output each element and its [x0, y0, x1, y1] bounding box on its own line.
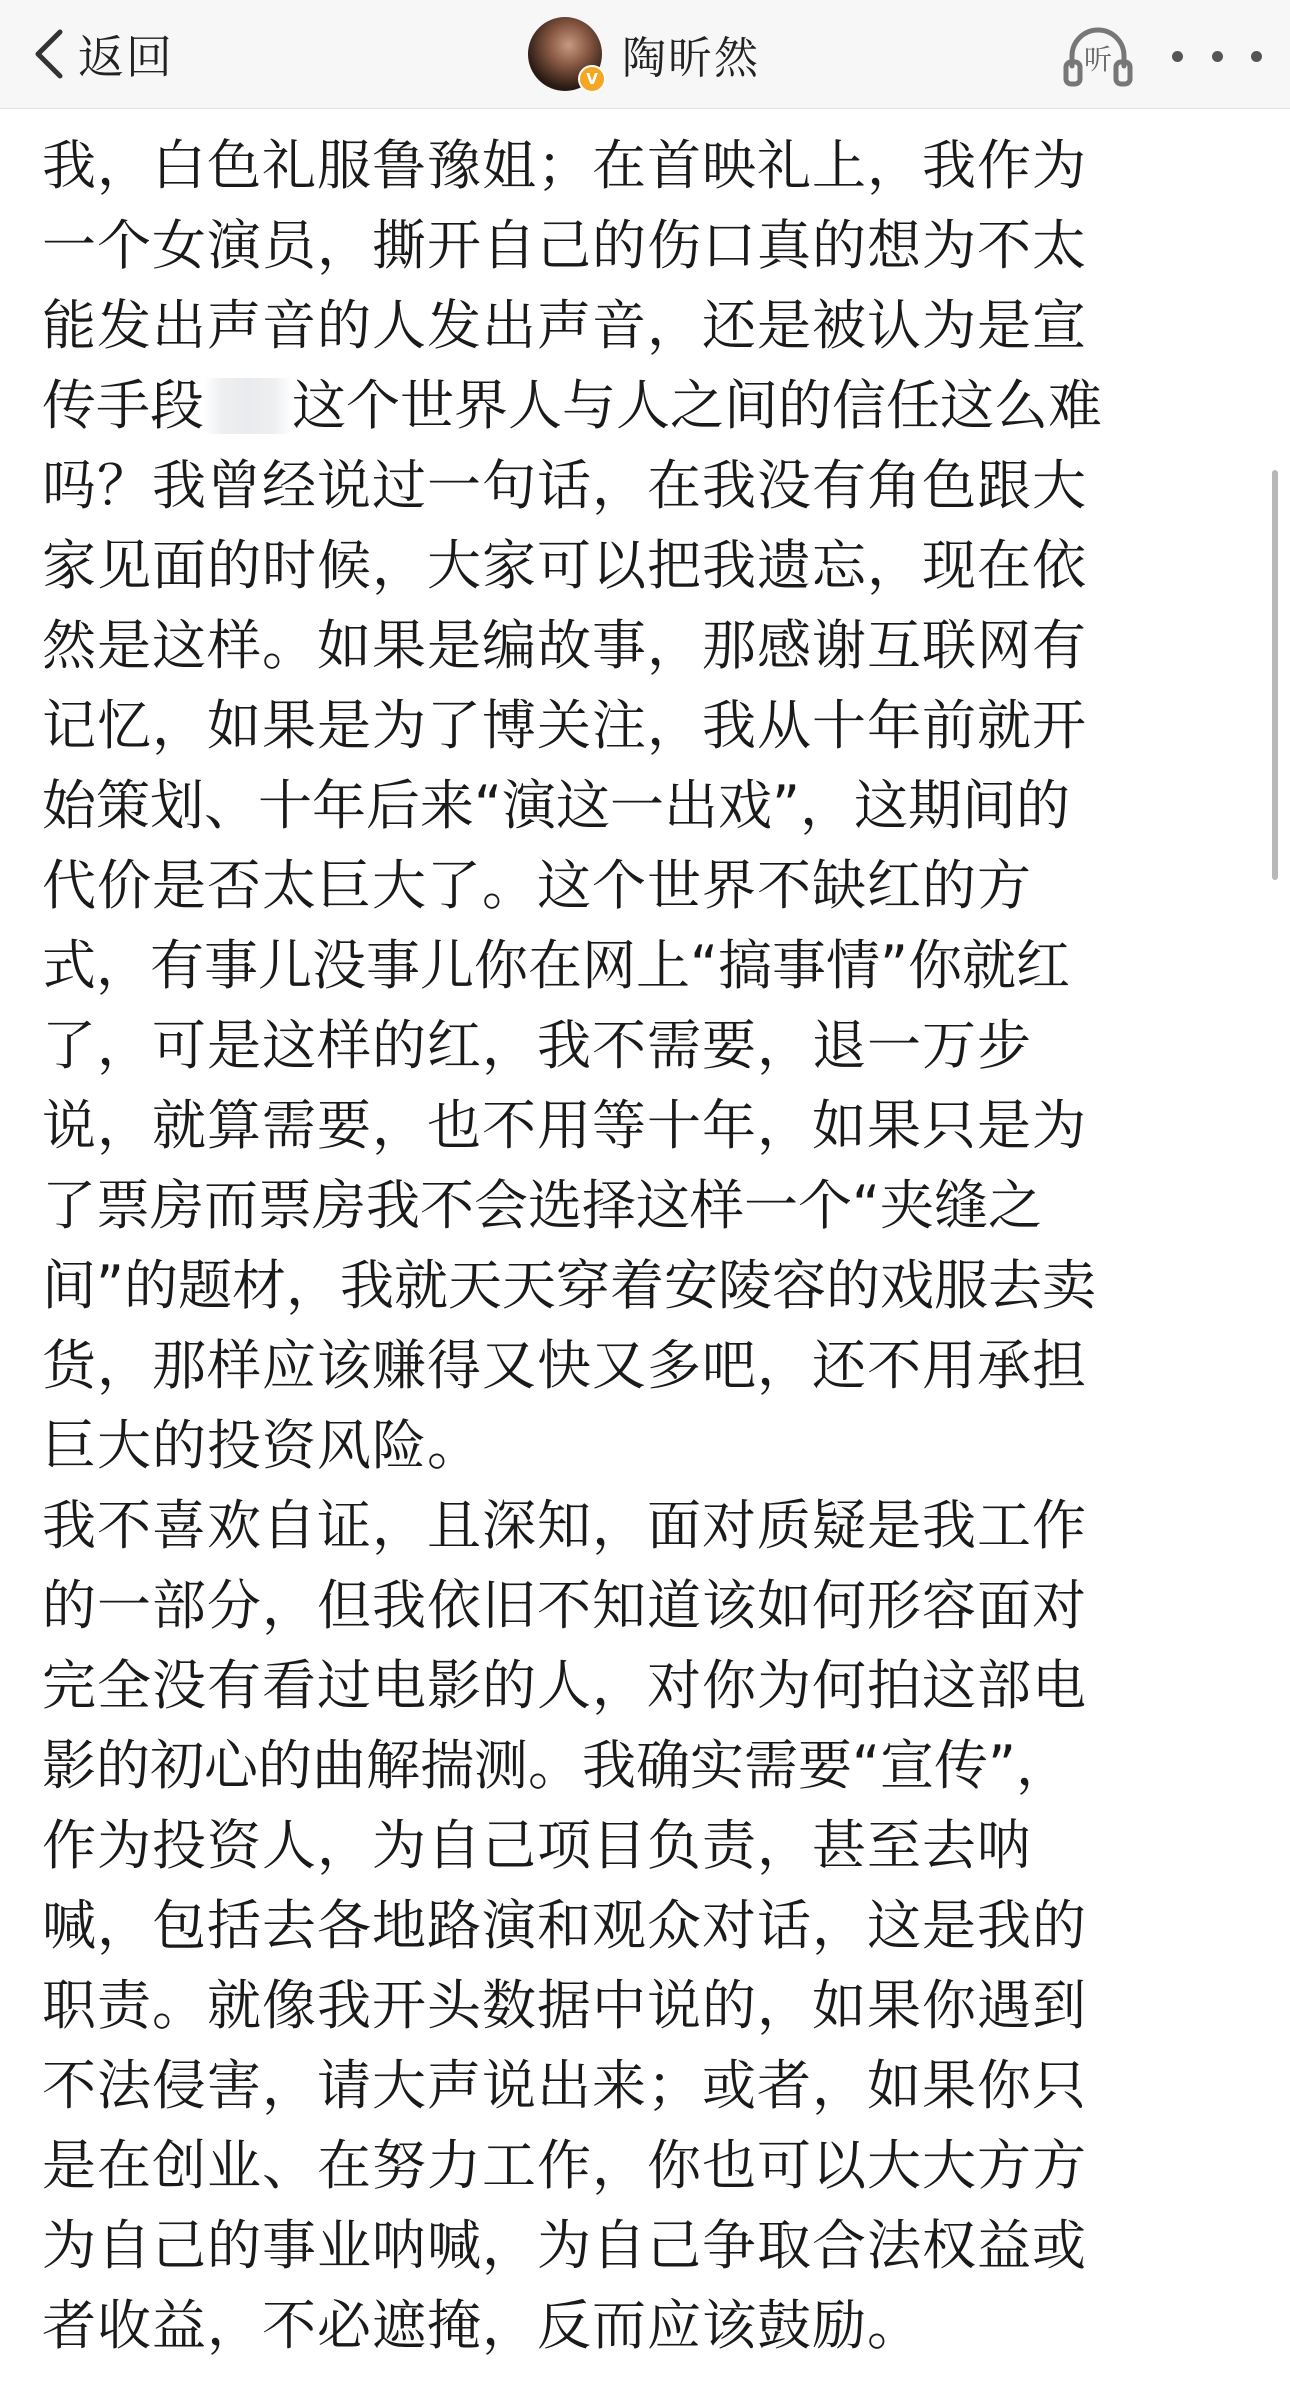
- verified-badge-icon: V: [578, 65, 606, 93]
- post-text-line: 始策划、十年后来“演这一出戏”，这期间的: [42, 774, 1070, 837]
- post-text-segment: 传手段: [42, 374, 204, 437]
- post-text-line: 作为投资人，为自己项目负责，甚至去呐: [42, 1814, 1032, 1877]
- post-text-line: 不法侵害，请大声说出来；或者，如果你只: [42, 2054, 1087, 2117]
- more-dots-icon: [1172, 51, 1183, 62]
- avatar[interactable]: [528, 17, 602, 91]
- post-text-line: 为自己的事业呐喊，为自己争取合法权益或: [42, 2214, 1087, 2277]
- post-text-segment: 这个世界人与人之间的信任这么难: [292, 374, 1102, 437]
- more-dots-icon: [1251, 51, 1262, 62]
- back-label: 返回: [78, 30, 174, 84]
- post-text-line: 了票房而票房我不会选择这样一个“夹缝之: [42, 1174, 1042, 1237]
- post-text-line: 职责。就像我开头数据中说的，如果你遇到: [42, 1974, 1087, 2037]
- post-text-line: 完全没有看过电影的人，对你为何拍这部电: [42, 1654, 1087, 1717]
- post-text-line: 我不喜欢自证，且深知，面对质疑是我工作: [42, 1494, 1087, 1557]
- more-dots-icon: [1212, 51, 1223, 62]
- post-text-line: 能发出声音的人发出声音，还是被认为是宣: [42, 294, 1087, 357]
- scrollbar[interactable]: [1272, 470, 1278, 880]
- post-text-line: 然是这样。如果是编故事，那感谢互联网有: [42, 614, 1087, 677]
- post-text-line: [42, 366, 1242, 446]
- post-text-line: 吗？我曾经说过一句话，在我没有角色跟大: [42, 454, 1087, 517]
- post-text-line: 家见面的时候，大家可以把我遗忘，现在依: [42, 534, 1087, 597]
- post-text-line: 说，就算需要，也不用等十年，如果只是为: [42, 1094, 1087, 1157]
- user-name[interactable]: 陶昕然: [622, 33, 760, 84]
- listen-label: 听: [1083, 43, 1112, 76]
- post-text-line: 者收益，不必遮掩，反而应该鼓励。: [42, 2294, 922, 2357]
- chevron-left-icon: [30, 26, 70, 82]
- post-text-line: 式，有事儿没事儿你在网上“搞事情”你就红: [42, 934, 1070, 997]
- post-body: [42, 126, 1242, 2366]
- post-text-line: 我，白色礼服鲁豫姐；在首映礼上，我作为: [42, 134, 1087, 197]
- post-text-line: 巨大的投资风险。: [42, 1414, 482, 1477]
- post-text-line: 了，可是这样的红，我不需要，退一万步: [42, 1014, 1032, 1077]
- blurred-emoji: [204, 378, 292, 434]
- more-options-button[interactable]: [1172, 24, 1262, 88]
- post-text-line: 喊，包括去各地路演和观众对话，这是我的: [42, 1894, 1087, 1957]
- top-navigation-bar: [0, 0, 1290, 109]
- post-text-line: 记忆，如果是为了博关注，我从十年前就开: [42, 694, 1087, 757]
- post-text-line: 一个女演员，撕开自己的伤口真的想为不太: [42, 214, 1087, 277]
- back-button[interactable]: [30, 14, 174, 94]
- listen-button[interactable]: [1058, 16, 1138, 96]
- post-text-line: 货，那样应该赚得又快又多吧，还不用承担: [42, 1334, 1087, 1397]
- post-text-line: 间”的题材，我就天天穿着安陵容的戏服去卖: [42, 1254, 1096, 1317]
- post-text-line: 影的初心的曲解揣测。我确实需要“宣传”，: [42, 1734, 1070, 1797]
- profile-header[interactable]: [528, 12, 760, 96]
- post-text-line: 代价是否太巨大了。这个世界不缺红的方: [42, 854, 1032, 917]
- post-text-line: 是在创业、在努力工作，你也可以大大方方: [42, 2134, 1087, 2197]
- post-text-line: 的一部分，但我依旧不知道该如何形容面对: [42, 1574, 1087, 1637]
